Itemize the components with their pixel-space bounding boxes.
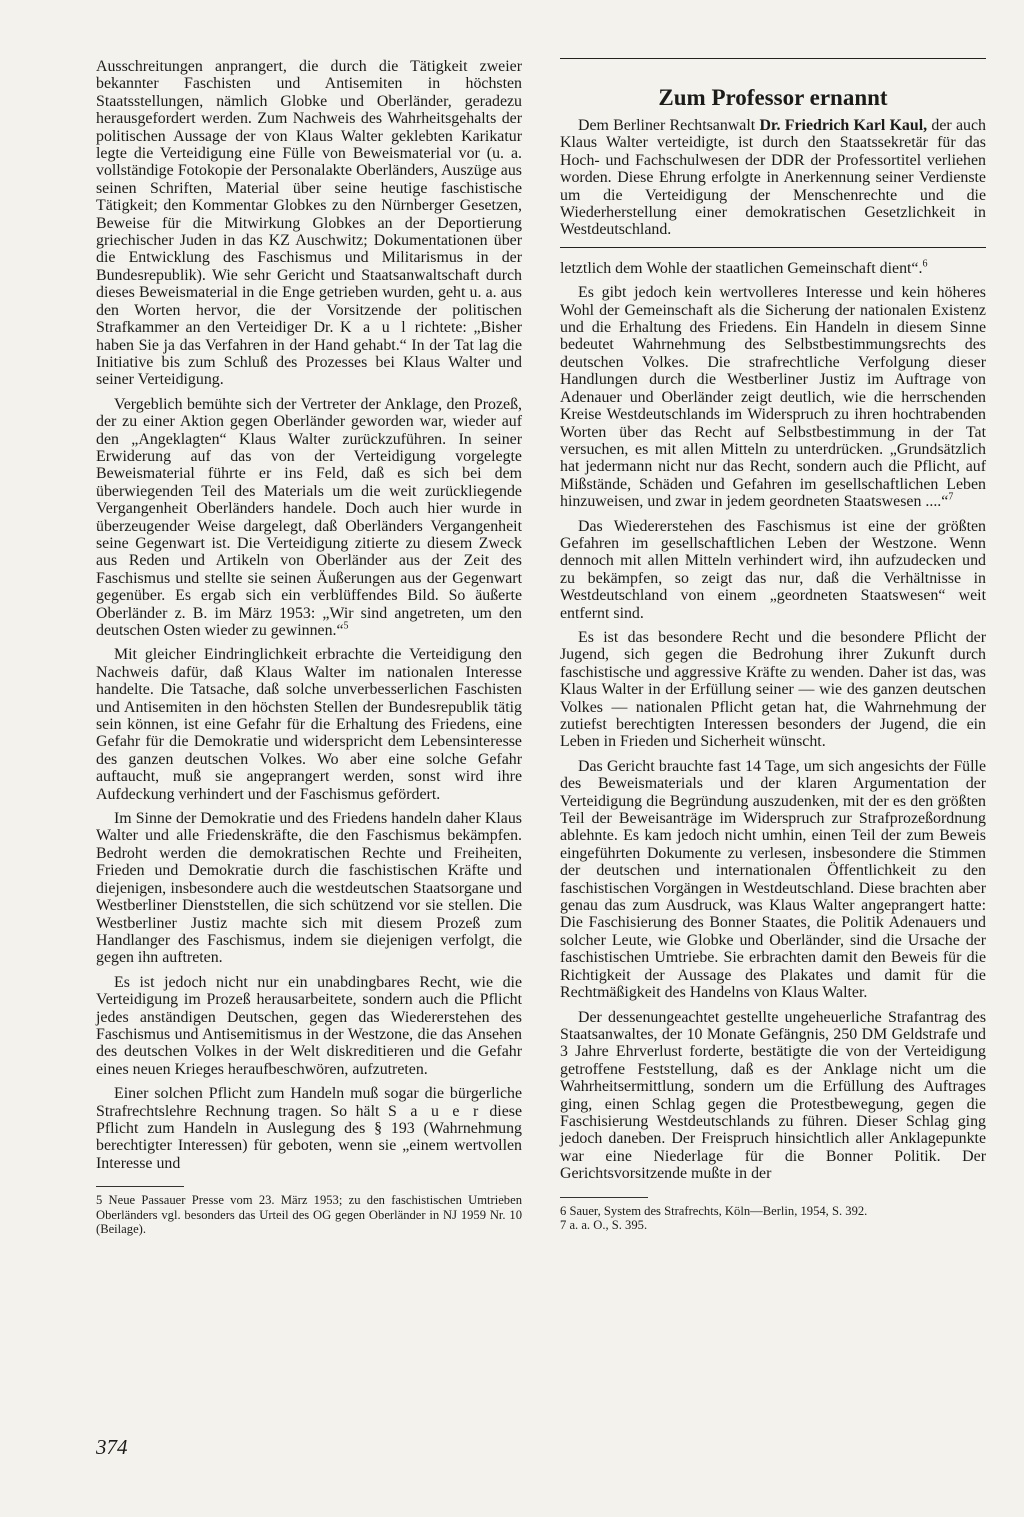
- left-column: [96, 58, 522, 1236]
- footnote-divider: [96, 1186, 184, 1187]
- box-top-rule: [560, 58, 986, 59]
- right-paragraph-1: letztlich dem Wohle der staatlichen Gemeinschaft dient“.$^6$: [560, 258, 928, 277]
- right-column: [560, 58, 986, 1232]
- name-sauer: S a u e r: [388, 1102, 481, 1120]
- box-bottom-rule: [560, 247, 986, 248]
- footnote-divider-right: [560, 1197, 648, 1198]
- right-paragraph-6: Der dessenungeachtet gestellte ungeheuerliche Strafantrag des Staatsanwaltes, der 10 Monate Gefängnis, 250 DM Geldstrafe und 3 Jahre Ehrverlust forderte, bestätigte die von der Verteidigung getroffene Feststellung, daß es der Anklage nicht um die Wahrheitsermittlung, sondern um die Erfüllung des Auftrages ging, einen Schlag gegen die Protestbewegung, gegen die Faschisierung Westdeutschlands zu führen. Dieser Schlag ging jedoch daneben. Der Freispruch hinsichtlich aller Anklagepunkte war eine Niederlage für die Bonner Politik. Der Gerichtsvorsitzende mußte in der: [560, 1008, 986, 1183]
- footnote-6: 6 Sauer, System des Strafrechts, Köln—Berlin, 1954, S. 392.: [560, 1203, 868, 1218]
- footnote-ref-5: 5: [343, 620, 349, 632]
- right-paragraph-2: Es gibt jedoch kein wertvolleres Interesse und kein höheres Wohl der Gemeinschaft als die Sicherung der nationalen Existenz und die Erhaltung des Friedens. Ein Handeln in diesem Sinne bedeutet Wahrnehmung des Selbstbestimmungsrechts des deutschen Volkes. Die strafrechtliche Verfolgung dieser Handlungen durch die Westberliner Justiz im Auftrage von Adenauer und Oberländer zeigt deutlich, wie die herrschenden Kreise Westdeutschlands im Widerspruch zu ihren hochtrabenden Worten über das Recht auf Selbstbestimmung in der Tat versuchen, es mit allen Mitteln zu unterdrücken. „Grundsätzlich hat jedermann nicht nur das Recht, sondern auch die Pflicht, auf Mißstände, Schäden und Gefahren im gesellschaftlichen Leben hinzuweisen, und zwar in jedem geordneten Staatswesen ....“$^7$: [560, 284, 986, 511]
- name-kaul: K a u l: [340, 319, 409, 337]
- box-heading: Zum Professor ernannt: [658, 85, 888, 110]
- footnote-7: 7 a. a. O., S. 395.: [560, 1217, 648, 1232]
- left-paragraph-1: Ausschreitungen anprangert, die durch die Tätigkeit zweier bekannter Faschisten und Antisemiten in höchsten Staatsstellungen, nämlich Globke und Oberländer, geradezu herausgefordert werden. Zum Nachweis des Wahrheitsgehalts der politischen Aussage der von Klaus Walter geklebten Karikatur legte die Verteidigung eine Fülle von Beweismaterial vor (u. a. vollständige Fotokopie der Personalakte Oberländers, Auszüge aus seinen Schriften, Material über seine heutige faschistische Tätigkeit; den Kommentar Globkes zu den Nürnberger Gesetzen, Beweise für die Mitwirkung Globkes an der Deportierung griechischer Juden in das KZ Auschwitz; Dokumentationen über die Entwicklung des Faschismus und Militarismus in der Bundesrepublik). Wie sehr Gericht und Staatsanwaltschaft durch dieses Beweismaterial in die Enge getrieben wurden, geht u. a. aus den Worten hervor, die der Vorsitzende der politischen Strafkammer an den Verteidiger Dr. K a u l richtete: „Bisher haben Sie ja das Verfahren in der Hand gehabt.“ In der Tat lag die Initiative bis zum Schluß des Prozesses bei Klaus Walter und seiner Verteidigung.: [96, 58, 522, 389]
- announcement-box: [560, 58, 986, 248]
- right-paragraph-5: Das Gericht brauchte fast 14 Tage, um sich angesichts der Fülle des Beweismaterials und der klaren Argumentation der Verteidigung die Begründung auszudenken, mit der es den größten Teil der Beweisanträge im Widerspruch zur Strafprozeßordnung ablehnte. Es kam jedoch nicht umhin, einen Teil der zum Beweis eingeführten Dokumente zu verlesen, insbesondere die Stimmen der deutschen und internationalen Öffentlichkeit zu den faschistischen Vorgängen in Westdeutschland. Diese brachten aber genau das zum Ausdruck, was Klaus Walter angeprangert hatte: Die Faschisierung des Bonner Staates, die Politik Adenauers und solcher Leute, wie Globke und Oberländer, sind die Ursache der faschistischen Umtriebe. Sie erbrachten damit den Beweis für die Richtigkeit der Aussage des Plakates und damit für die Rechtmäßigkeit des Handelns von Klaus Walter.: [560, 757, 986, 1002]
- right-paragraph-3: Das Wiedererstehen des Faschismus ist eine der größten Gefahren im gesellschaftlichen Leben der Westzone. Wenn dennoch mit allen Mitteln verhindert wird, ihn aufzudecken und zu bekämpfen, so zeigt das nur, daß die Verhältnisse in Westdeutschland von einem „geordneten Staatswesen“ weit entfernt sind.: [560, 517, 986, 622]
- left-paragraph-2: Vergeblich bemühte sich der Vertreter der Anklage, den Prozeß, der zu einer Aktion gegen Oberländer geworden war, wieder auf den „Angeklagten“ Klaus Walter zurückzuführen. In seiner Erwiderung auf das von der Verteidigung vorgelegte Beweismaterial führte er ins Feld, daß es sich bei dem überwiegenden Teil des Materials um die weit zurückliegende Vergangenheit Oberländers handele. Doch auch hier wurde in überzeugender Weise dargelegt, daß Oberländers Vergangenheit seine Gegenwart ist. Die Verteidigung zitierte zu diesem Zweck aus Reden und Artikeln von Oberländer aus der Zeit des Faschismus und stellte sie seinen Äußerungen aus der Gegenwart gegenüber. Es ergab sich ein verblüffendes Bild. So äußerte Oberländer z. B. im März 1953: „Wir sind angetreten, um den deutschen Osten wieder zu gewinnen.“$^5$: [96, 395, 522, 639]
- page-number: 374: [96, 1435, 128, 1459]
- left-paragraph-6: Einer solchen Pflicht zum Handeln muß sogar die bürgerliche Strafrechtslehre Rechnung tragen. So hält S a u e r diese Pflicht zum Handeln in Auslegung des § 193 (Wahrnehmung berechtigter Interessen) für geboten, wenn sie „einem wertvollen Interesse und: [96, 1085, 523, 1172]
- footnote-5: 5 Neue Passauer Presse vom 23. März 1953; zu den faschistischen Umtrieben Oberländers vgl. besonders das Urteil des OG gegen Oberländer in NJ 1959 Nr. 10 (Beilage).: [96, 1193, 522, 1236]
- left-paragraph-3: Mit gleicher Eindringlichkeit erbrachte die Verteidigung den Nachweis dafür, daß Klaus Walter im nationalen Interesse handelte. Die Tatsache, daß solche unverbesserlichen Faschisten und Antisemiten in den höchsten Stellen der Bundesrepublik tätig sein können, ist eine Gefahr für die Erhaltung des Friedens, eine Gefahr für die Demokratie und widerspricht dem Lebensinteresse des ganzen deutschen Volkes. Wo aber eine solche Gefahr auftaucht, muß sie angeprangert werden, sonst wird ihre Aufdeckung verhindert und der Faschismus gefördert.: [96, 646, 522, 803]
- footnote-ref-7: 7: [948, 491, 954, 503]
- box-name-bold: Dr. Friedrich Karl Kaul,: [759, 117, 928, 134]
- left-paragraph-4: Im Sinne der Demokratie und des Friedens handeln daher Klaus Walter und alle Friedenskräfte, die den Faschismus bekämpfen. Bedroht werden die demokratischen Rechte und Freiheiten, Frieden und Demokratie durch die faschistischen Kräfte und diejenigen, insbesondere auch die westdeutschen Staatsorgane und Westberliner Dienststellen, die sich schützend vor sie stellen. Die Westberliner Justiz machte sich mit diesem Prozeß zum Handlanger des Faschismus, indem sie diejenigen verfolgt, die gegen ihn auftreten.: [96, 810, 522, 967]
- left-paragraph-5: Es ist jedoch nicht nur ein unabdingbares Recht, wie die Verteidigung im Prozeß herausarbeitete, sondern auch die Pflicht jedes anständigen Deutschen, gegen das Wiedererstehen des Faschismus und Antisemitismus in der Westzone, die das Ansehen des deutschen Volkes in der Welt diskreditieren und die Gefahr eines neuen Krieges heraufbeschwören, aufzutreten.: [96, 973, 522, 1078]
- footnote-ref-6: 6: [922, 258, 928, 270]
- box-text: Dem Berliner Rechtsanwalt Dr. Friedrich Karl Kaul, der auch Klaus Walter verteidigte, ist durch den Staatssekretär für das Hoch- und Fachschulwesen der DDR der Professortitel verliehen worden. Diese Ehrung erfolgte in Anerkennung seiner Verdienste um die Verteidigung der Menschenrechte und die Wiederherstellung einer demokratischen Gesetzlichkeit in Westdeutschland.: [560, 117, 986, 239]
- right-paragraph-4: Es ist das besondere Recht und die besondere Pflicht der Jugend, sich gegen die Bedrohung ihrer Zukunft durch faschistische und aggressive Kräfte zu wenden. Daher ist das, was Klaus Walter in der Erfüllung seiner — wie des ganzen deutschen Volkes — nationalen Pflicht getan hat, die Wahrnehmung der zutiefst berechtigten Interessen besonders der Jugend, die ein Leben in Frieden und Sicherheit wünscht.: [560, 628, 986, 751]
